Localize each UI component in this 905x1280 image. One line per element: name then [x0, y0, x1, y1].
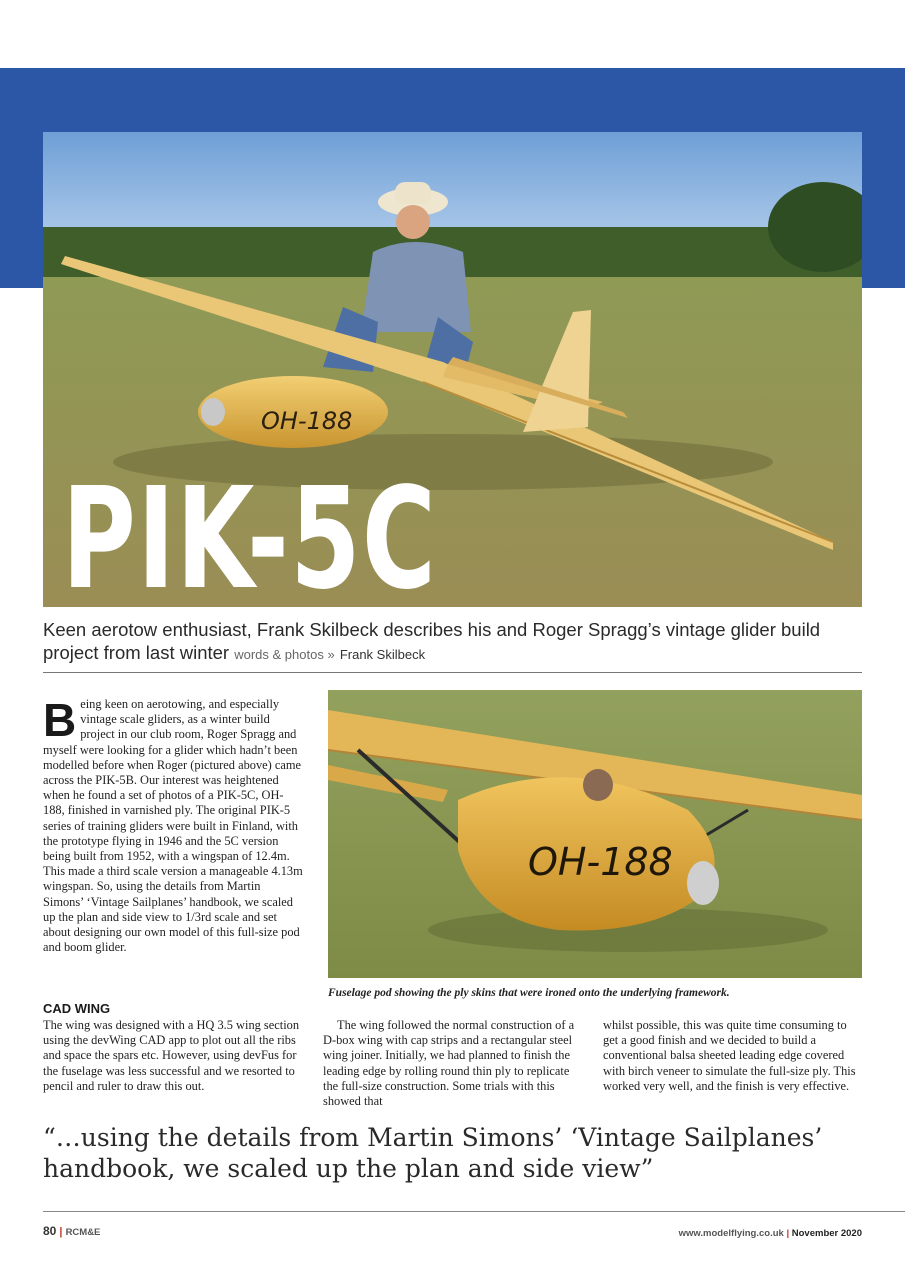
cad-paragraph: The wing was designed with a HQ 3.5 wing section using the devWing CAD app to plot out all the ribs and space the spars etc. However, using devFus for the fuselage was less successful and we resorted to pencil and ruler to draw this out.: [43, 1018, 300, 1093]
body-column-3: whilst possible, this was quite time consuming to get a good finish and we decided to build a conventional balsa sheeted leading edge covered with birch veneer to simulate the full-size ply. This worked very well, and the finish is very effective.: [603, 1018, 856, 1093]
footer-separator: |: [786, 1228, 790, 1239]
photo-caption: Fuselage pod showing the ply skins that were ironed onto the underlying framework.: [328, 987, 730, 999]
body-column-1: [43, 694, 303, 955]
divider-top: [43, 672, 862, 673]
article-title: PIK-5C: [62, 458, 438, 621]
footer-right: [679, 1228, 862, 1239]
intro-text: eing keen on aerotowing, and especially vintage scale gliders, as a winter build project in our club room, Roger Spragg and myself were looking for a glider which hadn’t been modelled before when Roger (pictured above) came across the PIK-5B. Our interest was heightened when he found a set of photos of a PIK-5C, OH-188, finished in varnished ply. The original PIK-5 series of training gliders were built in Finland, with the prototype flying in 1946 and the 5C version being built from 1952, with a wingspan of 12.4m. This made a third scale version a manageable 4.13m wingspan. So, using the details from Martin Simons’ ‘Vintage Sailplanes’ handbook, we scaled up the plan and side view to 1/3rd scale and set about designing our own model of this full-size pod and boom glider.: [43, 697, 303, 955]
divider-bottom: [43, 1211, 905, 1212]
magazine-name: RCM&E: [65, 1227, 101, 1238]
issue-date: November 2020: [791, 1228, 862, 1239]
page-number: 80: [43, 1224, 57, 1238]
pull-quote: “…using the details from Martin Simons’ ‘Vintage Sailplanes’ handbook, we scaled up the plan and side view”: [43, 1123, 823, 1183]
credit-lead: words & photos »: [234, 647, 335, 662]
standfirst: [43, 618, 843, 666]
footer-url: www.modelflying.co.uk: [678, 1228, 784, 1239]
folio-separator: |: [59, 1226, 63, 1238]
dropcap: B: [43, 694, 77, 746]
body-column-2: The wing followed the normal construction of a D-box wing with cap strips and a rectangular steel wing joiner. Initially, we had planned to finish the leading edge by rolling round thin ply to replicate the full-size construction. Some trials with this showed that: [323, 1018, 575, 1109]
fuselage-photo: [328, 690, 862, 978]
folio: [43, 1224, 100, 1238]
photo2-registration: OH-188: [528, 840, 673, 884]
credit-name: Frank Skilbeck: [339, 647, 426, 662]
hero-registration: OH-188: [261, 407, 353, 435]
subhead-cad-wing: CAD WING: [43, 1001, 111, 1016]
standfirst-text: Keen aerotow enthusiast, Frank Skilbeck describes his and Roger Spragg’s vintage glider build project from last winter: [43, 619, 821, 663]
